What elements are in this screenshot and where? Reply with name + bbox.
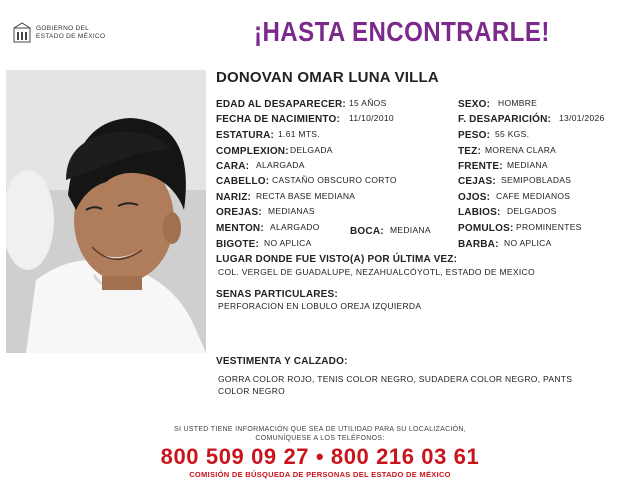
label-orejas: OREJAS: bbox=[216, 207, 262, 218]
value-bigote: NO APLICA bbox=[264, 238, 312, 248]
label-complexion: COMPLEXION: bbox=[216, 146, 289, 157]
label-bigote: BIGOTE: bbox=[216, 239, 260, 250]
person-name: DONOVAN OMAR LUNA VILLA bbox=[216, 69, 439, 86]
page-headline: ¡HASTA ENCONTRARLE! bbox=[254, 16, 550, 47]
commission-name: COMISIÓN DE BÚSQUEDA DE PERSONAS DEL ESTADO DE MÉXICO bbox=[189, 470, 451, 479]
label-tez: TEZ: bbox=[458, 146, 482, 157]
value-estatura: 1.61 MTS. bbox=[278, 129, 320, 139]
value-menton: ALARGADO bbox=[270, 222, 320, 232]
value-orejas: MEDIANAS bbox=[268, 206, 315, 216]
government-logo bbox=[12, 22, 122, 46]
field-frente bbox=[458, 159, 548, 173]
value-f-desaparicion: 13/01/2026 bbox=[559, 113, 605, 123]
contact-info-line1: SI USTED TIENE INFORMACIÓN QUE SEA DE UTILIDAD PARA SU LOCALIZACIÓN, bbox=[173, 426, 467, 433]
value-pomulos: PROMINENTES bbox=[516, 222, 582, 232]
value-frente: MEDIANA bbox=[507, 160, 548, 170]
marks-label: SENAS PARTICULARES: bbox=[216, 289, 338, 300]
label-fecha-nacimiento: FECHA DE NACIMIENTO: bbox=[216, 114, 340, 125]
label-labios: LABIOS: bbox=[458, 207, 501, 218]
gov-name-line2: ESTADO DE MÉXICO bbox=[36, 33, 106, 40]
last-seen-label: LUGAR DONDE FUE VISTO(A) POR ÚLTIMA VEZ: bbox=[216, 254, 458, 265]
value-complexion: DELGADA bbox=[290, 145, 333, 155]
phone-numbers: 800 509 09 27 • 800 216 03 61 bbox=[160, 444, 480, 469]
field-boca bbox=[350, 224, 431, 238]
field-complexion bbox=[216, 144, 333, 158]
clothing-label: VESTIMENTA Y CALZADO: bbox=[216, 356, 348, 367]
value-labios: DELGADOS bbox=[507, 206, 557, 216]
field-fecha-nacimiento bbox=[216, 112, 394, 126]
clothing-line2: COLOR NEGRO bbox=[218, 386, 286, 396]
label-cara: CARA: bbox=[216, 161, 250, 172]
label-edad: EDAD AL DESAPARECER: bbox=[216, 99, 346, 110]
field-peso bbox=[458, 128, 530, 142]
label-boca: BOCA: bbox=[350, 226, 384, 237]
field-cejas bbox=[458, 174, 572, 188]
label-cabello: CABELLO: bbox=[216, 176, 270, 187]
value-edad: 15 AÑOS bbox=[349, 98, 387, 108]
field-menton bbox=[216, 221, 320, 235]
label-peso: PESO: bbox=[458, 130, 491, 141]
value-sexo: HOMBRE bbox=[498, 98, 538, 108]
field-cabello bbox=[216, 174, 397, 188]
contact-info-line2: COMUNÍQUESE A LOS TELÉFONOS: bbox=[255, 435, 385, 442]
field-estatura bbox=[216, 128, 320, 142]
value-ojos: CAFE MEDIANOS bbox=[496, 191, 571, 201]
label-nariz: NARIZ: bbox=[216, 192, 252, 203]
label-frente: FRENTE: bbox=[458, 161, 503, 172]
field-cara bbox=[216, 159, 305, 173]
label-menton: MENTON: bbox=[216, 223, 264, 234]
value-fecha-nacimiento: 11/10/2010 bbox=[349, 113, 394, 123]
label-cejas: CEJAS: bbox=[458, 176, 496, 187]
field-edad bbox=[216, 97, 387, 111]
field-barba bbox=[458, 237, 552, 251]
field-tez bbox=[458, 144, 557, 158]
value-tez: MORENA CLARA bbox=[485, 145, 557, 155]
field-ojos bbox=[458, 190, 571, 204]
clothing-line1: GORRA COLOR ROJO, TENIS COLOR NEGRO, SUDADERA COLOR NEGRO, PANTS bbox=[218, 374, 573, 384]
value-peso: 55 KGS. bbox=[495, 129, 530, 139]
value-nariz: RECTA BASE MEDIANA bbox=[256, 191, 356, 201]
marks-value: PERFORACION EN LOBULO OREJA IZQUIERDA bbox=[218, 301, 422, 311]
field-pomulos bbox=[458, 221, 582, 235]
value-boca: MEDIANA bbox=[390, 225, 431, 235]
value-cejas: SEMIPOBLADAS bbox=[501, 175, 572, 185]
person-photo bbox=[6, 70, 206, 353]
label-barba: BARBA: bbox=[458, 239, 499, 250]
person-photo-icon bbox=[6, 70, 206, 353]
state-seal-icon bbox=[12, 22, 32, 44]
value-cara: ALARGADA bbox=[256, 160, 305, 170]
field-f-desaparicion bbox=[458, 112, 605, 126]
value-cabello: CASTAÑO OBSCURO CORTO bbox=[272, 175, 397, 185]
label-sexo: SEXO: bbox=[458, 99, 491, 110]
field-labios bbox=[458, 205, 557, 219]
gov-name-line1: GOBIERNO DEL bbox=[36, 25, 90, 32]
field-sexo bbox=[458, 97, 538, 111]
field-nariz bbox=[216, 190, 356, 204]
last-seen-value: COL. VERGEL DE GUADALUPE, NEZAHUALCÓYOTL, ESTADO DE MEXICO bbox=[218, 267, 535, 277]
label-estatura: ESTATURA: bbox=[216, 130, 275, 141]
field-orejas bbox=[216, 205, 315, 219]
label-pomulos: POMULOS: bbox=[458, 223, 514, 234]
value-barba: NO APLICA bbox=[504, 238, 552, 248]
label-ojos: OJOS: bbox=[458, 192, 491, 203]
field-bigote bbox=[216, 237, 312, 251]
label-f-desaparicion: F. DESAPARICIÓN: bbox=[458, 114, 552, 125]
